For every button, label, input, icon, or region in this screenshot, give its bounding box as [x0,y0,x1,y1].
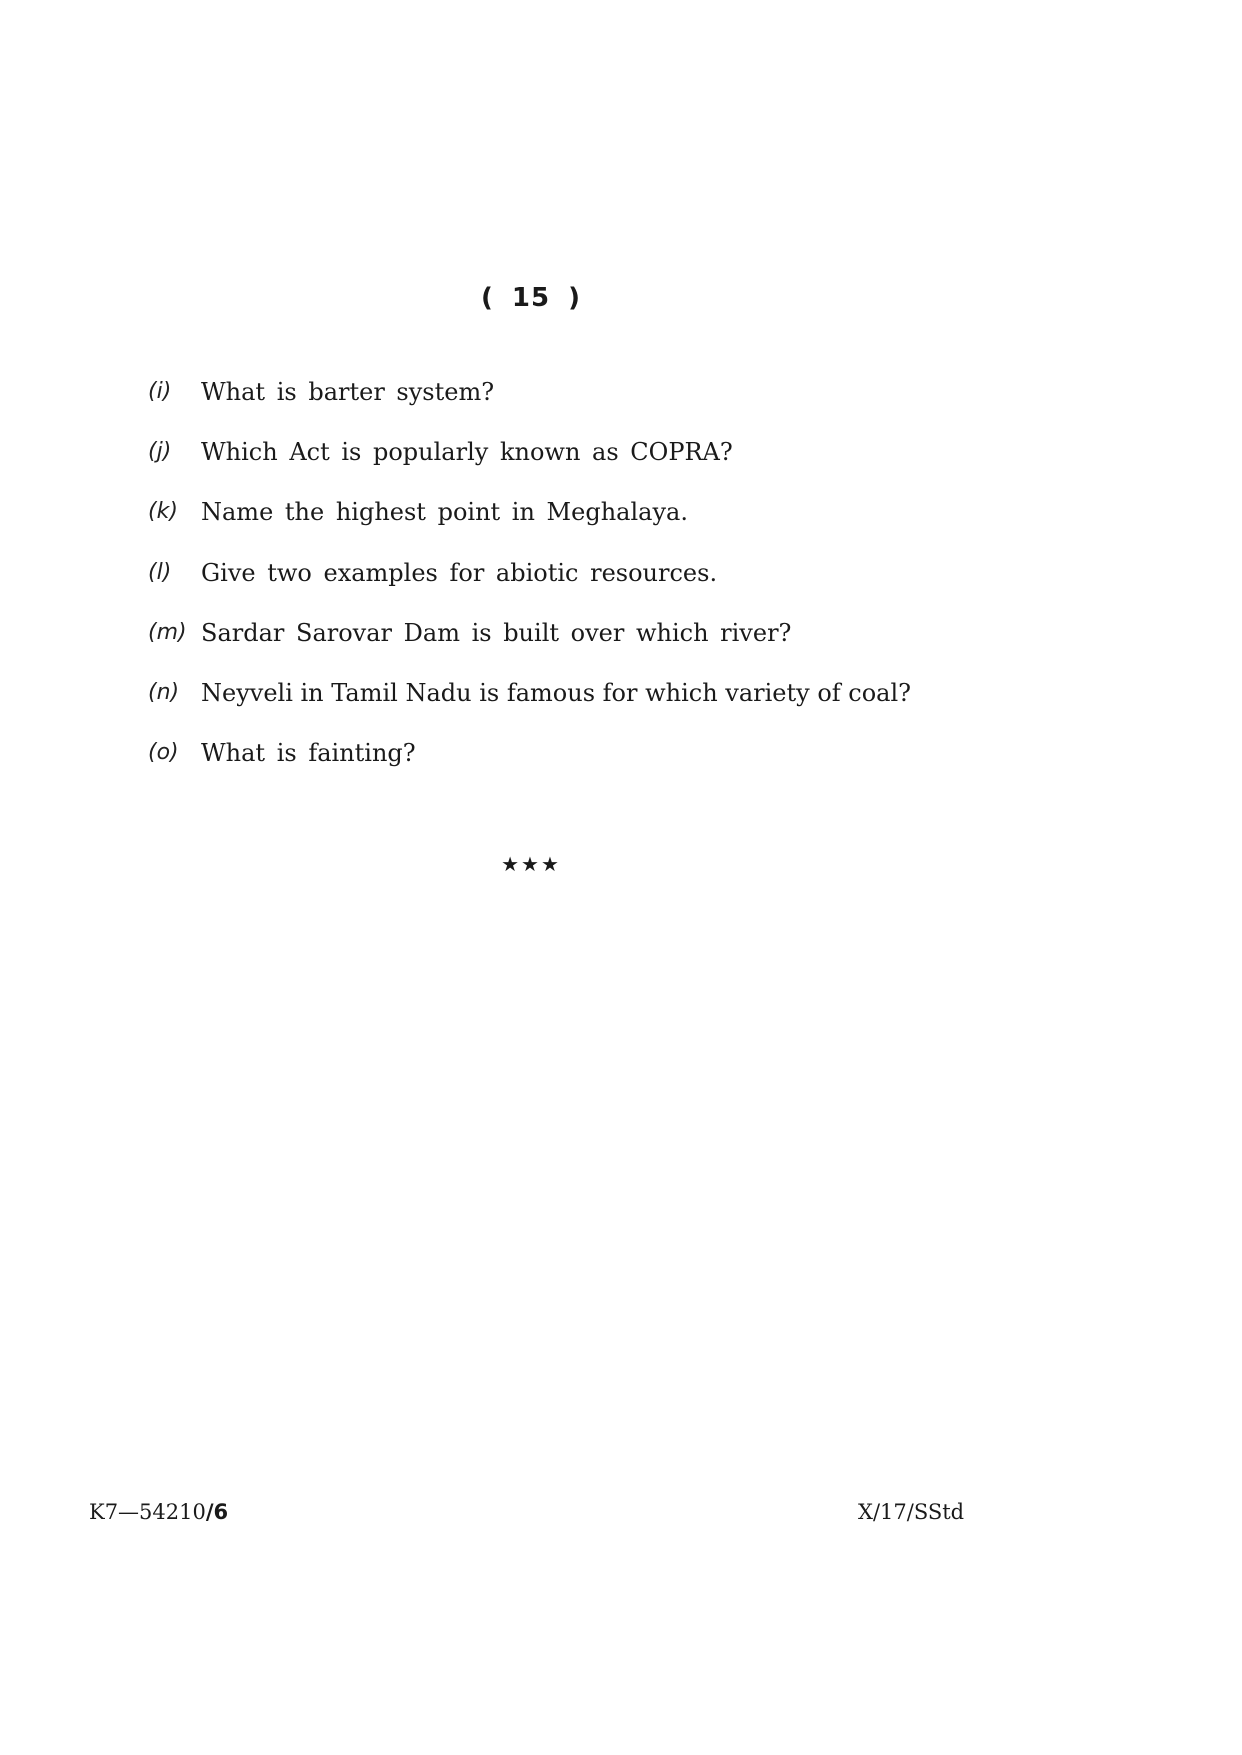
footer-paper-code: X/17/SStd [858,1500,965,1524]
footer-code-suffix: /6 [205,1500,229,1524]
question-text: Name the highest point in Meghalaya. [201,498,688,527]
question-text: What is barter system? [201,378,495,406]
question-text: What is fainting? [201,739,416,768]
question-label: (o) [148,740,179,766]
footer-code-prefix: K7—54210 [89,1500,206,1524]
page-number: ( 15 ) [480,283,582,313]
end-of-paper-stars: ★★★ [501,852,561,876]
question-text: Give two examples for abiotic resources. [201,558,718,587]
question-label: (k) [148,499,178,525]
question-text: Sardar Sarovar Dam is built over which river? [201,618,792,647]
question-text: Neyveli in Tamil Nadu is famous for which variety of coal? [201,678,912,707]
question-label: (i) [148,379,172,404]
question-label: (j) [148,439,172,465]
question-label: (l) [148,559,172,585]
question-text: Which Act is popularly known as COPRA? [201,438,733,467]
question-label: (m) [148,619,187,645]
footer-code [89,1500,228,1524]
question-label: (n) [148,679,180,705]
